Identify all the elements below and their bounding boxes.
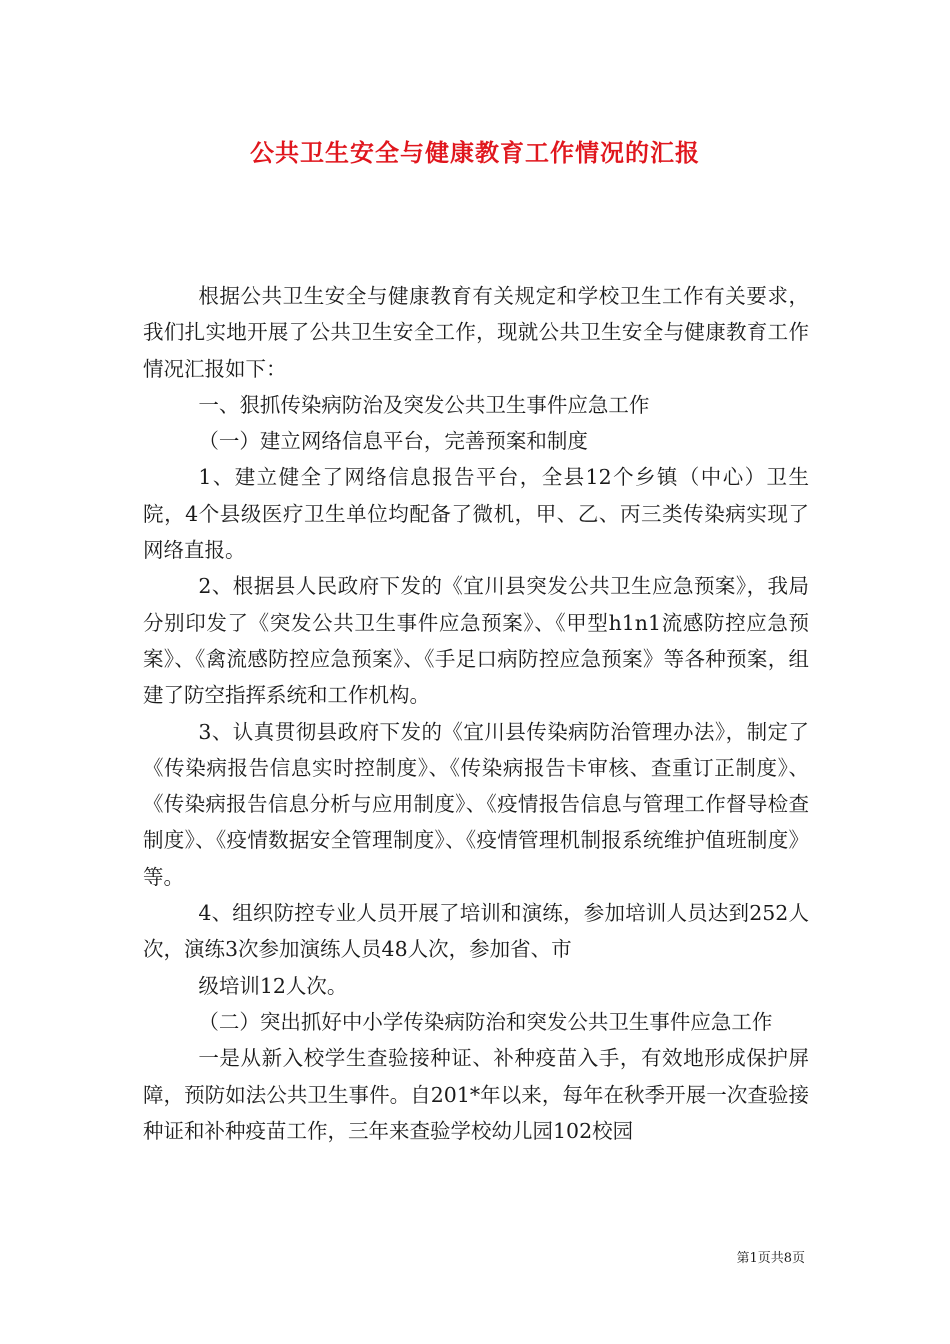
paragraph-item-4: 4、组织防控专业人员开展了培训和演练，参加培训人员达到252人次，演练3次参加演练人员48人次，参加省、市 [143,901,809,962]
document-body [143,278,809,1149]
page-number: 第1页共8页 [736,1251,805,1266]
paragraph-intro: 根据公共卫生安全与健康教育有关规定和学校卫生工作有关要求，我们扎实地开展了公共卫生安全工作，现就公共卫生安全与健康教育工作情况汇报如下： [143,284,809,381]
subsection-heading-1: （一）建立网络信息平台，完善预案和制度 [198,429,588,454]
subsection-heading-2: （二）突出抓好中小学传染病防治和突发公共卫生事件应急工作 [198,1009,773,1034]
document-title: 公共卫生安全与健康教育工作情况的汇报 [250,138,700,167]
paragraph-item-1: 1、建立健全了网络信息报告平台，全县12个乡镇（中心）卫生院，4个县级医疗卫生单位均配备了微机，甲、乙、丙三类传染病实现了网络直报。 [143,465,809,563]
section-heading-1: 一、狠抓传染病防治及突发公共卫生事件应急工作 [198,392,650,417]
paragraph-item-3: 3、认真贯彻县政府下发的《宜川县传染病防治管理办法》，制定了《传染病报告信息实时控制度》、《传染病报告卡审核、查重订正制度》、《传染病报告信息分析与应用制度》、《疫情报告信息与管理工作督导检查制度》、《疫情数据安全管理制度》、《疫情管理机制报系统维护值班制度》等。 [143,719,809,889]
paragraph-item-4-continued: 级培训12人次。 [198,973,348,998]
paragraph-item-2: 2、根据县人民政府下发的《宜川县突发公共卫生应急预案》，我局分别印发了《突发公共卫生事件应急预案》、《甲型h1n1流感防控应急预案》、《禽流感防控应急预案》、《手足口病防控应急预案》等各种预案，组建了防空指挥系统和工作机构。 [143,574,809,708]
paragraph-vaccination: 一是从新入校学生查验接种证、补种疫苗入手，有效地形成保护屏障，预防如法公共卫生事件。自201*年以来，每年在秋季开展一次查验接种证和补种疫苗工作，三年来查验学校幼儿园102校园 [143,1046,809,1143]
